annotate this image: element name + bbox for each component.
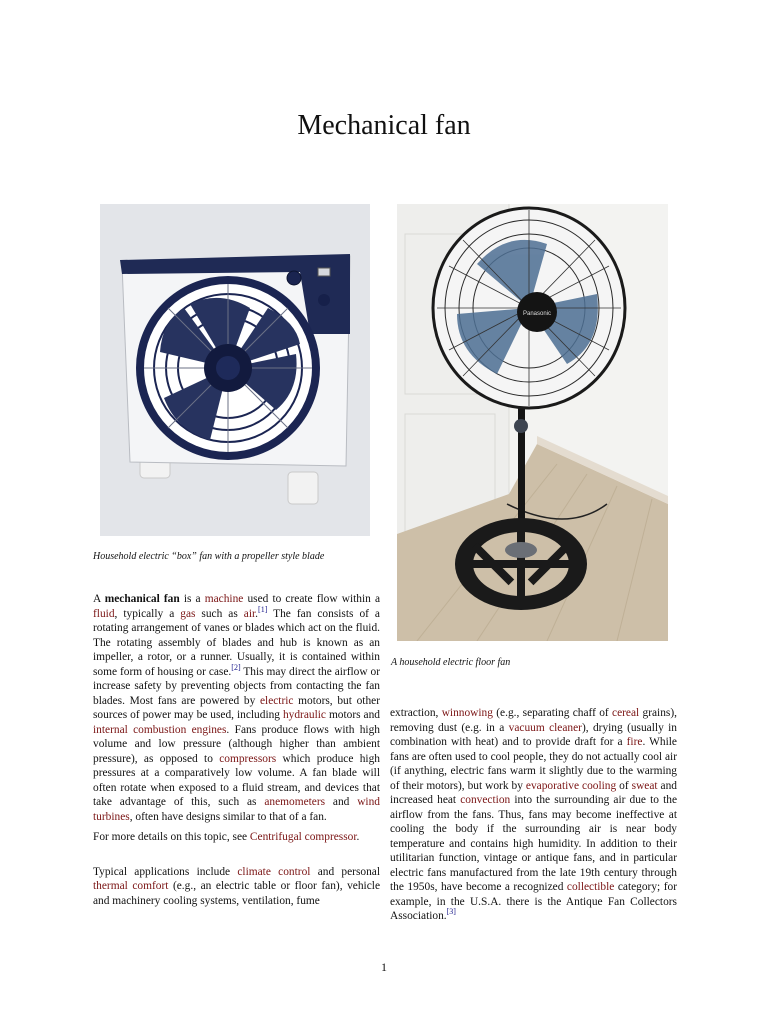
box-fan-caption: Household electric “box” fan with a propeller style blade (93, 551, 325, 562)
link-compressors[interactable]: compressors (219, 752, 277, 765)
see-also-paragraph: For more details on this topic, see Centrifugal compressor. (93, 831, 360, 843)
page-title: Mechanical fan (297, 110, 471, 141)
link-cereal[interactable]: cereal (612, 707, 640, 719)
box-fan-image (100, 204, 370, 536)
fan-brand-text: Panasonic (522, 311, 552, 317)
citation-2[interactable]: [2] (231, 662, 241, 672)
link-sweat[interactable]: sweat (631, 779, 658, 792)
link-collectible[interactable]: collectible (566, 881, 615, 893)
floor-fan-caption: A household electric floor fan (391, 657, 511, 668)
link-climate-control[interactable]: climate control (237, 865, 311, 878)
link-hydraulic[interactable]: hydraulic (282, 709, 326, 721)
intro-paragraph: A mechanical fan is a machine used to create flow within a fluid, typically a gas such as air.[1] The fan consists of a rotating arrangement of vanes or blades which act on the fluid. The rotating assembly of blades and hub is known as an impeller, a rotor, or a runner. Usually, it is contained within some form of housing or case.[2] This may direct the airflow or increase safety by preventing objects from contacting the fan blades. Most fans are powered by electric motors, but other sources of power may be used, including hydraulic motors and internal combustion engines. Fans produce flows with high volume and low pressure (although higher than ambient pressure), as opposed to compressors which produce high pressures at a comparatively low volume. A fan blade will often rotate when exposed to a fluid stream, and devices that take advantage of this, such as anemometers and wind turbines, often have designs similar to that of a fan. (93, 593, 380, 823)
applications-paragraph: Typical applications include climate control and personal thermal comfort (e.g., an electric table or floor fan), vehicle and machinery cooling systems, ventilation, fume (93, 865, 381, 907)
link-fire[interactable]: fire (626, 736, 643, 748)
left-column (93, 592, 380, 914)
citation-3[interactable]: [3] (446, 907, 456, 917)
citation-1[interactable]: [1] (258, 604, 268, 614)
link-wind-turbines[interactable]: wind turbines (93, 796, 380, 823)
term-mechanical-fan: mechanical fan (104, 593, 180, 605)
link-winnowing[interactable]: winnowing (441, 707, 493, 719)
link-anemometers[interactable]: anemometers (264, 796, 326, 808)
link-fluid[interactable]: fluid (93, 607, 115, 620)
link-evaporative-cooling[interactable]: evaporative cooling (525, 779, 617, 792)
link-convection[interactable]: convection (460, 794, 511, 806)
link-air[interactable]: air (243, 607, 256, 620)
link-vacuum-cleaner[interactable]: vacuum cleaner (508, 721, 582, 734)
right-column (390, 706, 677, 930)
applications-continued-paragraph: extraction, winnowing (e.g., separating chaff of cereal grains), removing dust (e.g. in a vacuum cleaner), drying (usually in combination with heat) and to provide draft for a fire. While fans are often used to cool people, they do not actually cool air (if anything, electric fans warm it slightly due to the warming of their motors), but work by evaporative cooling of sweat and increased heat convection into the surrounding air due to the airflow from the fans. Thus, fans may become ineffective at cooling the body if the surrounding air is near body temperature and contains high humidity. In addition to their utilitarian function, vintage or antique fans, and in particular electric fans manufactured from the late 19th century through the 1950s, have become a recognized collectible category; for example, in the U.S.A. there is the Antique Fan Collectors Association.[3] (390, 707, 678, 922)
link-centrifugal-compressor[interactable]: Centrifugal compressor (249, 831, 357, 843)
link-thermal-comfort[interactable]: thermal comfort (93, 880, 169, 892)
link-electric[interactable]: electric (259, 694, 294, 707)
link-machine[interactable]: machine (204, 593, 244, 605)
link-internal-combustion-engines[interactable]: internal combustion engines (93, 723, 227, 736)
page-number: 1 (381, 960, 387, 974)
link-gas[interactable]: gas (180, 607, 196, 620)
floor-fan-image (397, 204, 668, 641)
